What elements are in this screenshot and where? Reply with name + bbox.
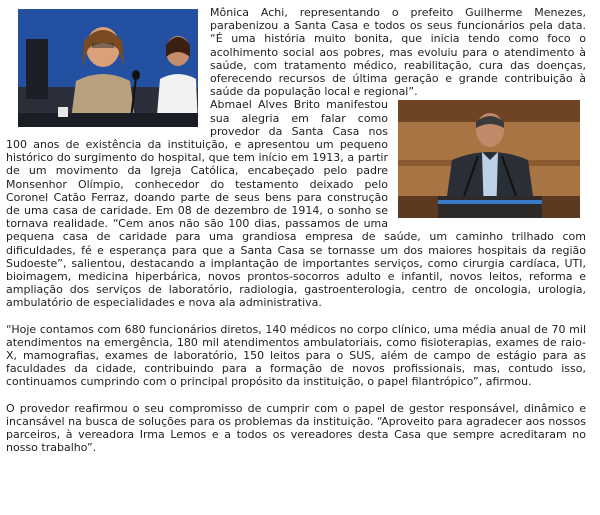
paragraph-1: Mônica Achi, representando o prefeito Guilherme Menezes, parabenizou a Santa Casa e todos os seus funcionários pela data. “É uma história muito bonita, que inicia tendo como foco o acolhimento social aos pobres, mas evoluiu para o atendimento à saúde, com tratamento médico, reabilitação, cura das doenças, oferecendo recursos de última geração e grande contribuição à saúde da população local e regional”. (210, 6, 586, 99)
photo-woman-at-microphone-icon (18, 9, 198, 127)
paragraph-2: Abmael Alves Brito manifestou sua alegria em falar como provedor da Santa Casa nos 100 anos de existência da instituição, e apresentou um pequeno histórico do surgimento do hospital, que tem início em 1913, a partir de um movimento da Igreja Católica, encabeçado pelo padre Monsenhor Olímpio, conhecedor do testamento deixado pelo Coronel Catão Ferraz, doando parte de seus bens para construção de uma casa de caridade. Em 08 de dezembro de 1914, o sonho se tornava realidade. “Cem anos não são 100 dias, passamos de uma pequena casa de caridade para uma grandiosa empresa de saúde, um caminho trilhado com dificuldades, fé e esperança para que a Santa Casa se tornasse um dos maiores hospitais da região Sudoeste”, salientou, destacando a implantação de importantes serviços, como cirurgia cardíaca, UTI, bioimagem, medicina hiperbárica, novos prontos-socorros adulto e infantil, novos leitos, reforma e ampliação dos serviços de laboratório, radiologia, gastroenterologia, centro de oncologia, urologia, ambulatório de especialidades e nova ala administrativa. (6, 98, 586, 310)
photo-man-at-podium-icon (398, 100, 580, 218)
paragraph-3: “Hoje contamos com 680 funcionários diretos, 140 médicos no corpo clínico, uma média anual de 70 mil atendimentos na emergência, 180 mil atendimentos ambulatoriais, como fisioterapias, exames de raio-X, mamografias, exames de laboratório, 150 leitos para o SUS, além de campo de estágio para as faculdades da cidade, contribuindo para a formação de novos profissionais, mas, contudo isso, continuamos cumprindo com o principal propósito da instituição, o papel filantrópico”, afirmou. (6, 322, 586, 389)
paragraph-4: O provedor reafirmou o seu compromisso de cumprir com o papel de gestor responsável, dinâmico e incansável na busca de soluções para os problemas da instituição. “Aproveito para agradecer aos nossos parceiros, à vereadora Irma Lemos e a todos os vereadores desta Casa que sempre acreditaram no nosso trabalho”. (6, 401, 586, 455)
